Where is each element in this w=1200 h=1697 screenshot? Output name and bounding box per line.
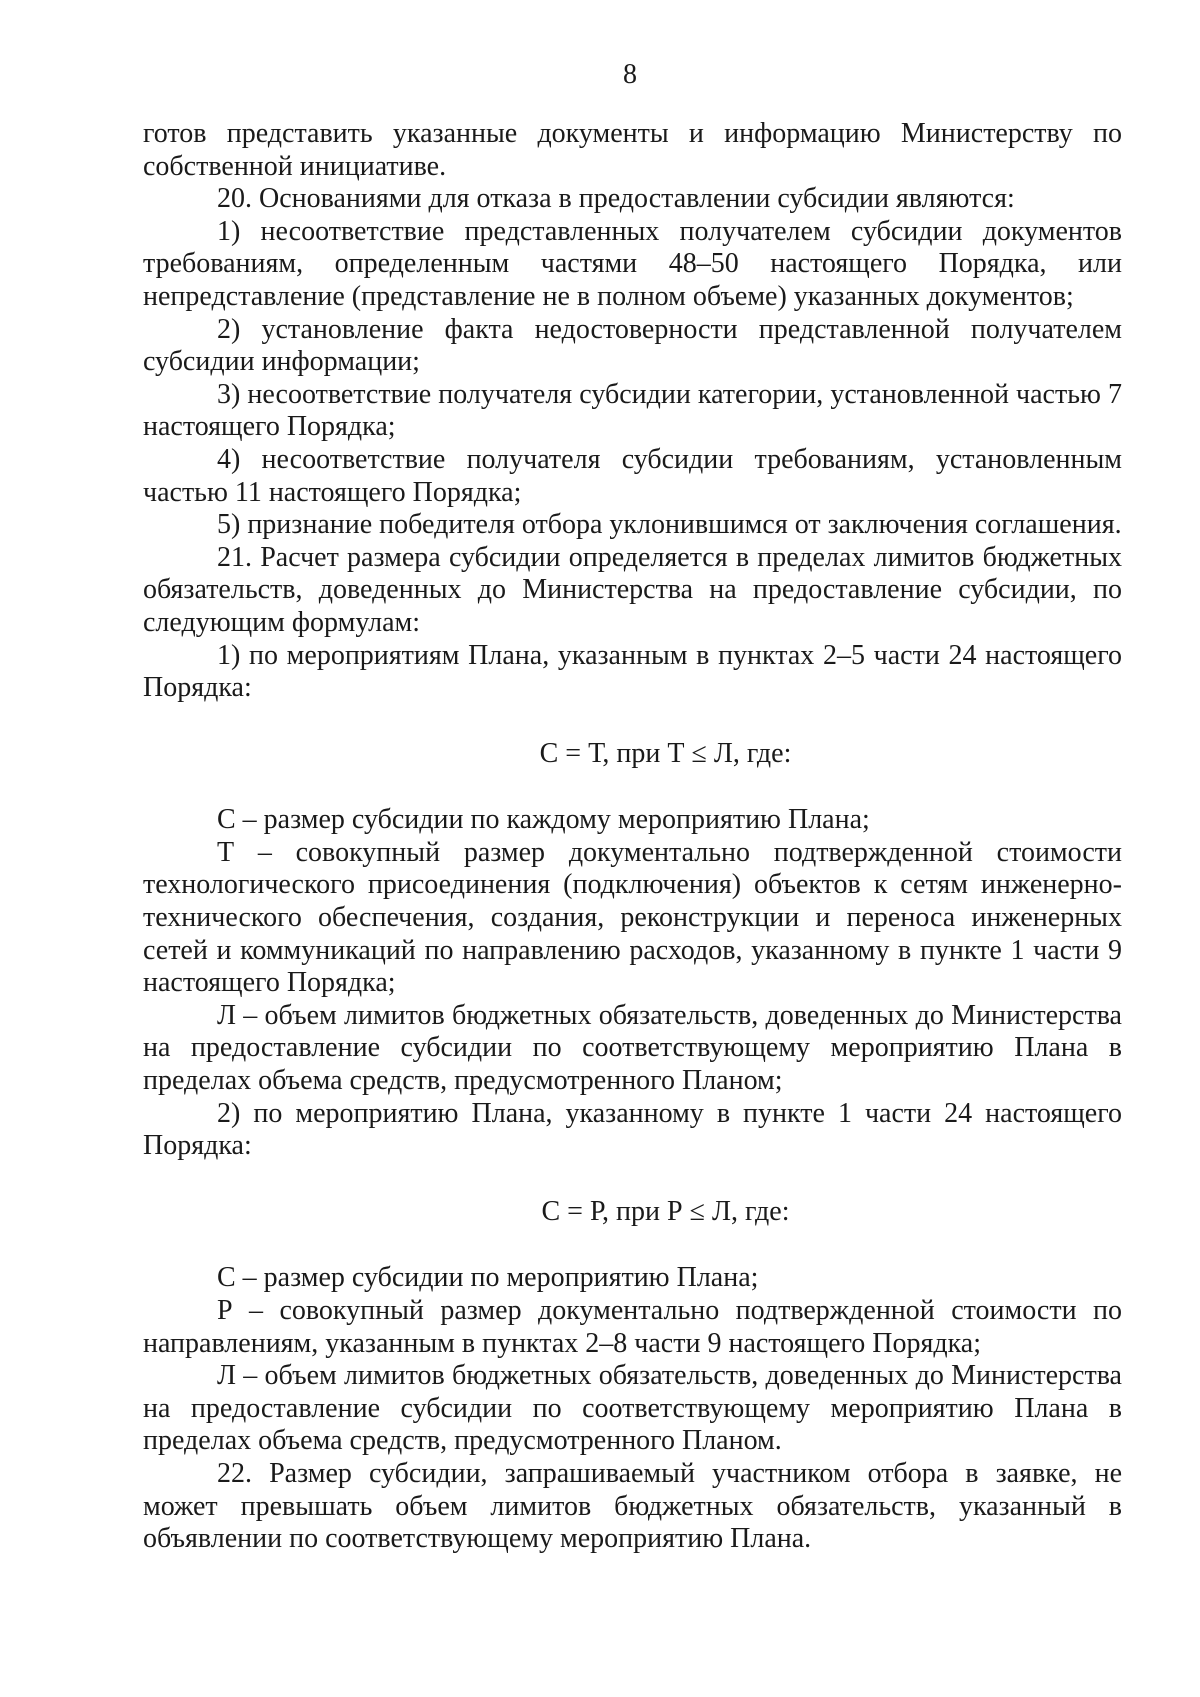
document-body [143,118,1122,1556]
clause-20-item-2: 2) установление факта недостоверности представленной получателем субсидии информации; [143,313,1122,378]
clause-20-item-5: 5) признание победителя отбора уклонившимся от заключения соглашения. [217,509,1122,541]
formula-2-definition-c: С – размер субсидии по мероприятию Плана; [217,1262,759,1294]
clause-21-item-1: 1) по мероприятиям Плана, указанным в пунктах 2–5 части 24 настоящего Порядка: [143,639,1122,704]
formula-1: С = Т, при Т ≤ Л, где: [539,737,792,769]
clause-21-item-2: 2) по мероприятию Плана, указанному в пункте 1 части 24 настоящего Порядка: [143,1097,1122,1162]
clause-20-item-4: 4) несоответствие получателя субсидии требованиям, установленным частью 11 настоящего Порядка; [143,443,1122,508]
formula-2: С = Р, при Р ≤ Л, где: [541,1195,790,1227]
paragraph-continuation: готов представить указанные документы и информацию Министерству по собственной инициативе. [143,118,1122,182]
clause-20-heading: 20. Основаниями для отказа в предоставлении субсидии являются: [217,183,1015,215]
clause-22: 22. Размер субсидии, запрашиваемый участником отбора в заявке, не может превышать объем лимитов бюджетных обязательств, указанный в объявлении по соответствующему мероприятию Плана. [143,1457,1122,1555]
formula-1-definition-l: Л – объем лимитов бюджетных обязательств, доведенных до Министерства на предоставление субсидии по соответствующему мероприятию Плана в пределах объема средств, предусмотренного Планом; [143,999,1122,1097]
clause-20-item-1: 1) несоответствие представленных получателем субсидии документов требованиям, определенным частями 48–50 настоящего Порядка, или непредставление (представление не в полном объеме) указанных документов; [143,215,1122,312]
formula-2-definition-l: Л – объем лимитов бюджетных обязательств, доведенных до Министерства на предоставление субсидии по соответствующему мероприятию Плана в пределах объема средств, предусмотренного Планом. [143,1360,1122,1457]
clause-21-heading: 21. Расчет размера субсидии определяется в пределах лимитов бюджетных обязательств, доведенных до Министерства на предоставление субсидии, по следующим формулам: [143,541,1122,638]
clause-20-item-3: 3) несоответствие получателя субсидии категории, установленной частью 7 настоящего Порядка; [143,378,1122,443]
page-number: 8 [623,59,637,90]
formula-2-definition-p: Р – совокупный размер документально подтвержденной стоимости по направлениям, указанным в пунктах 2–8 части 9 настоящего Порядка; [143,1295,1122,1359]
formula-1-definition-c: С – размер субсидии по каждому мероприятию Плана; [217,804,870,836]
formula-1-definition-t: Т – совокупный размер документально подтвержденной стоимости технологического присоединения (подключения) объектов к сетям инженерно-технического обеспечения, создания, реконструкции и переноса инженерных сетей и коммуникаций по направлению расходов, указанному в пункте 1 части 9 настоящего Порядка; [143,836,1122,999]
